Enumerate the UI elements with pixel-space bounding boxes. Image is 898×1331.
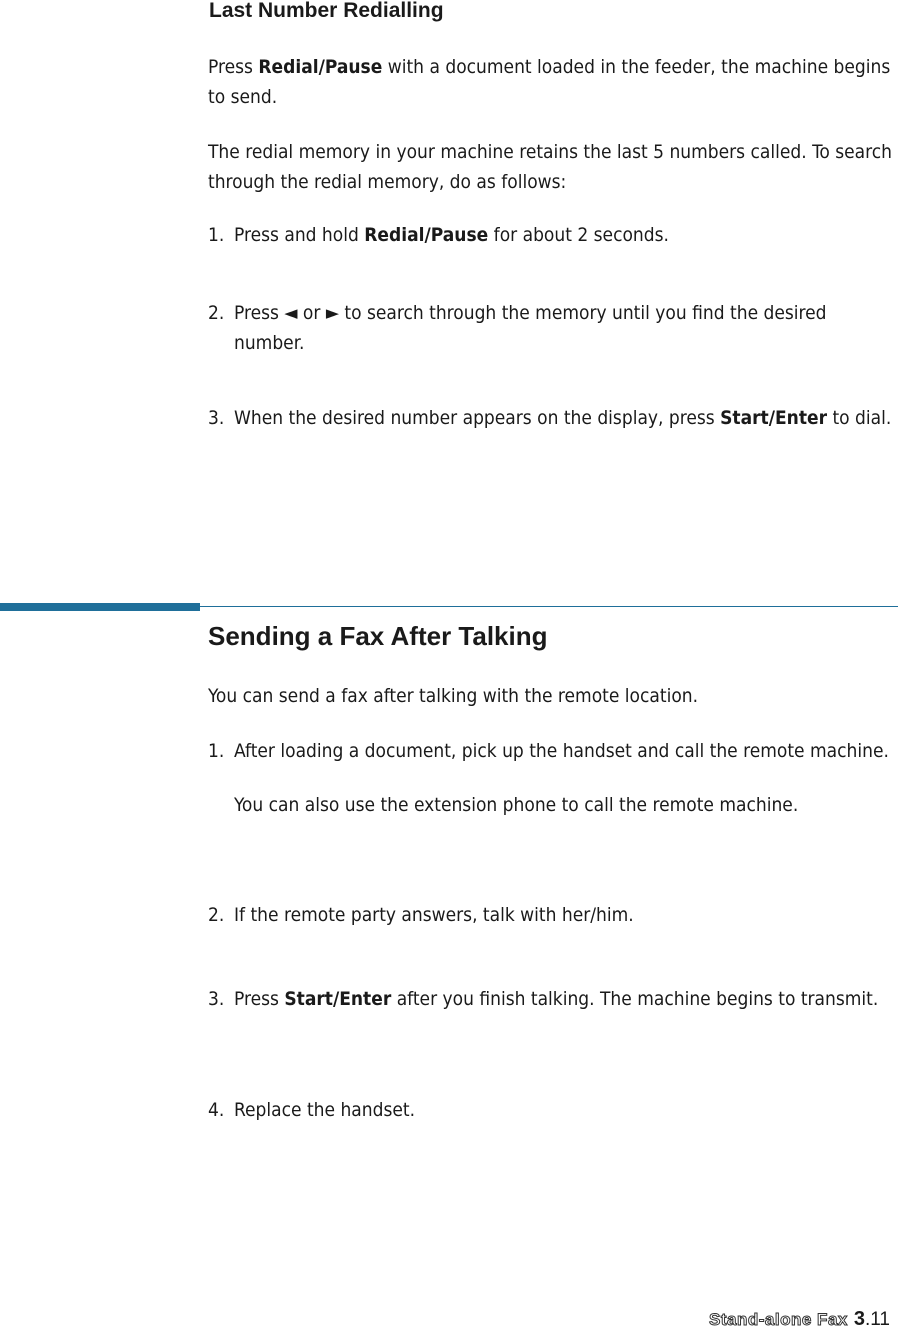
section1-step-1: 1. Press and hold Redial/Pause for about 2 seconds. (208, 220, 898, 250)
step-number: 3. (208, 407, 225, 429)
footer-chapter-number: 3 (853, 1308, 865, 1330)
section-heading-sending-fax-after-talking: Sending a Fax After Talking (208, 621, 548, 651)
section2-step-4: 4. Replace the handset. (208, 1095, 898, 1125)
section2-step-1: 1. After loading a document, pick up the handset and call the remote machine. You can also use the extension phone to call the remote machine. (208, 736, 898, 820)
section2-step-3: 3. Press Start/Enter after you finish talking. The machine begins to transmit. (208, 984, 898, 1014)
section-divider-line (200, 606, 898, 607)
section1-step-3: 3. When the desired number appears on the display, press Start/Enter to dial. (208, 403, 898, 433)
step-number: 2. (208, 904, 225, 926)
section-divider-accent (0, 603, 200, 611)
step-number: 4. (208, 1099, 225, 1121)
redial-pause-key: Redial/Pause (258, 56, 383, 78)
step-number: 3. (208, 988, 225, 1010)
section-heading-last-number-redialling: Last Number Redialling (209, 0, 444, 22)
step-number: 1. (208, 740, 225, 762)
step-note: You can also use the extension phone to call the remote machine. (234, 794, 799, 816)
section2-step-2: 2. If the remote party answers, talk with her/him. (208, 900, 898, 930)
step-number: 2. (208, 302, 225, 324)
section1-paragraph: The redial memory in your machine retains the last 5 numbers called. To search through the redial memory, do as follows: (208, 141, 892, 193)
redial-pause-key: Redial/Pause (364, 224, 489, 246)
step-number: 1. (208, 224, 225, 246)
footer-page-number: .11 (864, 1309, 890, 1330)
footer-section-label: Stand-alone Fax (709, 1310, 848, 1329)
section2-intro: You can send a fax after talking with the remote location. (208, 685, 699, 707)
start-enter-key: Start/Enter (720, 407, 828, 429)
section1-intro: Press Redial/Pause with a document loaded in the feeder, the machine begins to send. (208, 56, 891, 108)
page-footer (709, 1308, 890, 1331)
section1-step-2: 2. Press ◄ or ► to search through the memory until you find the desired number. (208, 298, 898, 358)
start-enter-key: Start/Enter (284, 988, 392, 1010)
